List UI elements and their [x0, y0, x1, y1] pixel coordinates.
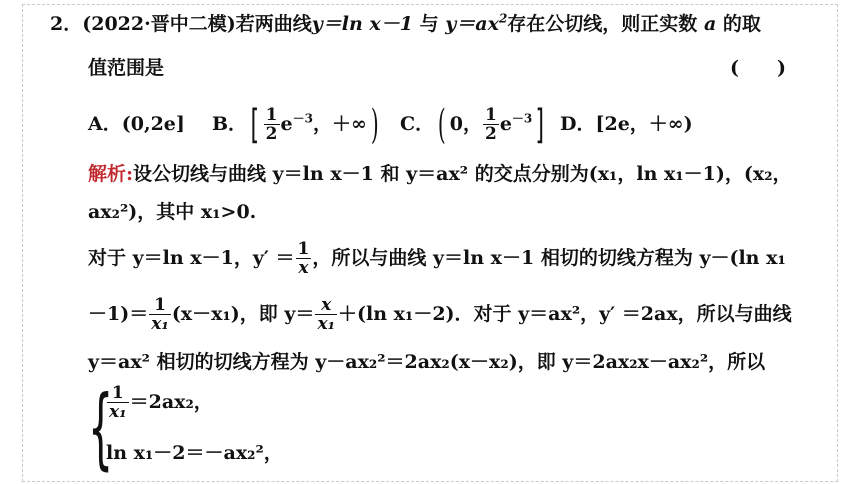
- equation-system: [88, 376, 308, 479]
- slide-border-top: [22, 4, 838, 5]
- option-b[interactable]: B．[ $\frac{1}{2}$ $e^{-3}$，＋∞): [212, 102, 379, 148]
- question-stem: 存在公切线，则正实数: [507, 13, 698, 35]
- solution-label: 解析: [88, 163, 127, 185]
- question-number: 2．: [50, 13, 83, 35]
- system-row-2: ln x₁－2＝－ax₂²，: [106, 442, 283, 464]
- option-d[interactable]: D．[2e，＋∞): [560, 113, 693, 135]
- fraction: $\frac{x}{\text{x₁}}$: [317, 295, 336, 334]
- solution-line-5: y＝ax² 相切的切线方程为 y－ax₂²＝2ax₂(x－x₂)，即 y＝2ax₂x－ax₂²，所以: [88, 351, 766, 373]
- solution-line-4: －1)＝ $\frac{1}{\text{x₁}}$ (x－x₁)，即 y＝ $\frac{x}{\text{x₁}}$ ＋(ln x₁－2)．对于 y＝ax²，y′ ＝2ax，所以与曲线: [88, 295, 792, 334]
- question-line-1: [50, 12, 761, 36]
- system-row-1: $\frac{1}{\text{x₁}}$ ＝2ax₂，: [109, 383, 213, 422]
- slide-border-bottom: [22, 481, 838, 482]
- option-c[interactable]: C．( 0， $\frac{1}{2}$ $e^{-3}$]: [400, 102, 545, 148]
- solution-line-1: 解析:设公切线与曲线 y＝ln x－1 和 y＝ax² 的交点分别为(x₁，ln x₁－1)，(x₂，: [88, 163, 792, 185]
- answer-blank: ( ): [730, 57, 786, 79]
- fraction: $\frac{1}{x}$: [297, 239, 310, 278]
- variable-a: a: [703, 13, 717, 35]
- fraction: $\frac{1}{2}$: [265, 105, 278, 144]
- option-a[interactable]: A．(0,2e]: [88, 113, 185, 135]
- slide-border-right: [837, 4, 838, 482]
- solution-line-2: ax₂²)，其中 x₁>0.: [88, 201, 257, 223]
- question-source: (2022·晋中二模): [82, 13, 236, 35]
- question-line-2: 值范围是: [88, 57, 165, 79]
- curve-1: y＝ln x－1: [311, 13, 413, 35]
- left-brace: {: [88, 376, 114, 479]
- curve-2: $y=ax^2$: [445, 11, 508, 35]
- solution-line-3: 对于 y＝ln x－1，y′ ＝ $\frac{1}{x}$ ，所以与曲线 y＝ln x－1 相切的切线方程为 y－(ln x₁: [88, 239, 786, 278]
- question-stem: 与: [419, 13, 439, 35]
- slide-border-left: [22, 4, 23, 482]
- fraction: $\frac{1}{2}$: [484, 105, 497, 144]
- fraction: $\frac{1}{\text{x₁}}$: [109, 383, 127, 422]
- question-stem: 的取: [722, 13, 761, 35]
- fraction: $\frac{1}{\text{x₁}}$: [151, 295, 169, 334]
- question-stem: 若两曲线: [235, 13, 312, 35]
